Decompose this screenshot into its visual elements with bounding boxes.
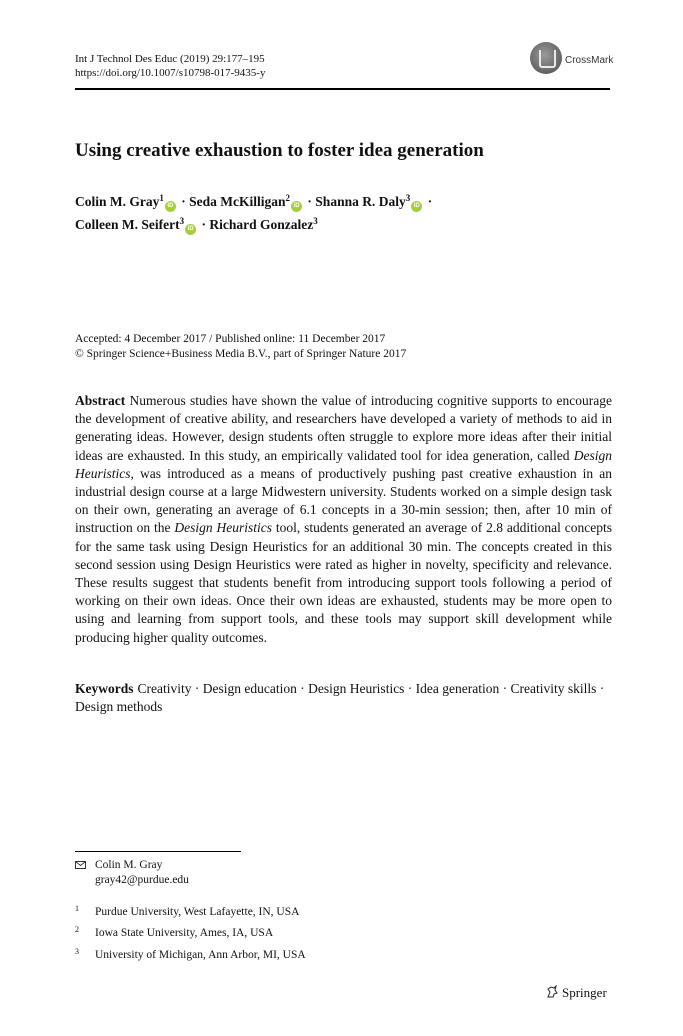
springer-horse-icon	[545, 985, 559, 999]
orcid-icon[interactable]: iD	[185, 224, 196, 235]
author-name: Seda McKilligan	[189, 194, 286, 209]
article-title: Using creative exhaustion to foster idea generation	[75, 140, 484, 161]
publication-dates	[75, 332, 406, 362]
keywords	[75, 680, 612, 716]
springer-label: Springer	[562, 985, 607, 1000]
orcid-icon[interactable]: iD	[291, 201, 302, 212]
orcid-icon[interactable]: iD	[165, 201, 176, 212]
envelope-icon	[75, 861, 86, 869]
orcid-icon[interactable]: iD	[411, 201, 422, 212]
crossmark-badge[interactable]	[530, 42, 620, 76]
keywords-text: Creativity · Design education · Design Heuristics · Idea generation · Creativity skills · Design methods	[75, 681, 605, 715]
accepted-published-line: Accepted: 4 December 2017 / Published online: 11 December 2017	[75, 333, 386, 345]
correspondence-name: Colin M. Gray	[95, 859, 163, 871]
author-name: Shanna R. Daly	[315, 194, 406, 209]
keywords-label: Keywords	[75, 681, 134, 696]
crossmark-icon	[530, 42, 562, 74]
author-list: Colin M. Gray$^1$iD · Seda McKilligan$^2$iD · Shanna R. Daly$^3$iD · Colleen M. Seifert$^3$iD · Richard Gonzalez$^3$	[75, 189, 432, 235]
doi-link[interactable]: https://doi.org/10.1007/s10798-017-9435-y	[75, 67, 266, 79]
abstract-label: Abstract	[75, 393, 126, 408]
author-name: Colin M. Gray	[75, 194, 160, 209]
header-rule	[75, 88, 610, 90]
footnote-rule	[75, 851, 241, 852]
journal-citation: Int J Technol Des Educ (2019) 29:177–195	[75, 53, 265, 65]
journal-header	[75, 52, 265, 80]
abstract: Abstract Numerous studies have shown the value of introducing cognitive supports to encourage the development of creative ability, and researchers have developed a variety of methods to aid in generating ideas. However, design students often struggle to explore more ideas after their initial ideas are exhausted. In this study, an empirically validated tool for idea generation, called Design Heuristics, was introduced as a means of productively pushing past creative exhaustion in an industrial design course at a large Midwestern university. Students worked on a simple design task on their own, generating an average of 6.1 concepts in a 30-min session; then, after 10 min of instruction on the Design Heuristics tool, students generated an average of 2.8 additional concepts for the same task using Design Heuristics for an additional 30 min. The concepts created in this second session using Design Heuristics were rated as higher in novelty, specificity and relevance. These results suggest that students benefit from introducing support tools following a period of working on their own ideas. Once their own ideas are exhausted, students may be more open to using and learning from support tools, and these tools may support skill development while producing higher quality outcomes.	[75, 393, 613, 645]
crossmark-label: CrossMark	[565, 55, 614, 66]
correspondence	[75, 858, 275, 888]
copyright-line: © Springer Science+Business Media B.V., part of Springer Nature 2017	[75, 348, 407, 360]
springer-logo	[545, 985, 607, 1001]
author-name: Richard Gonzalez	[209, 217, 314, 232]
author-name: Colleen M. Seifert	[75, 217, 180, 232]
correspondence-email[interactable]: gray42@purdue.edu	[95, 874, 189, 886]
